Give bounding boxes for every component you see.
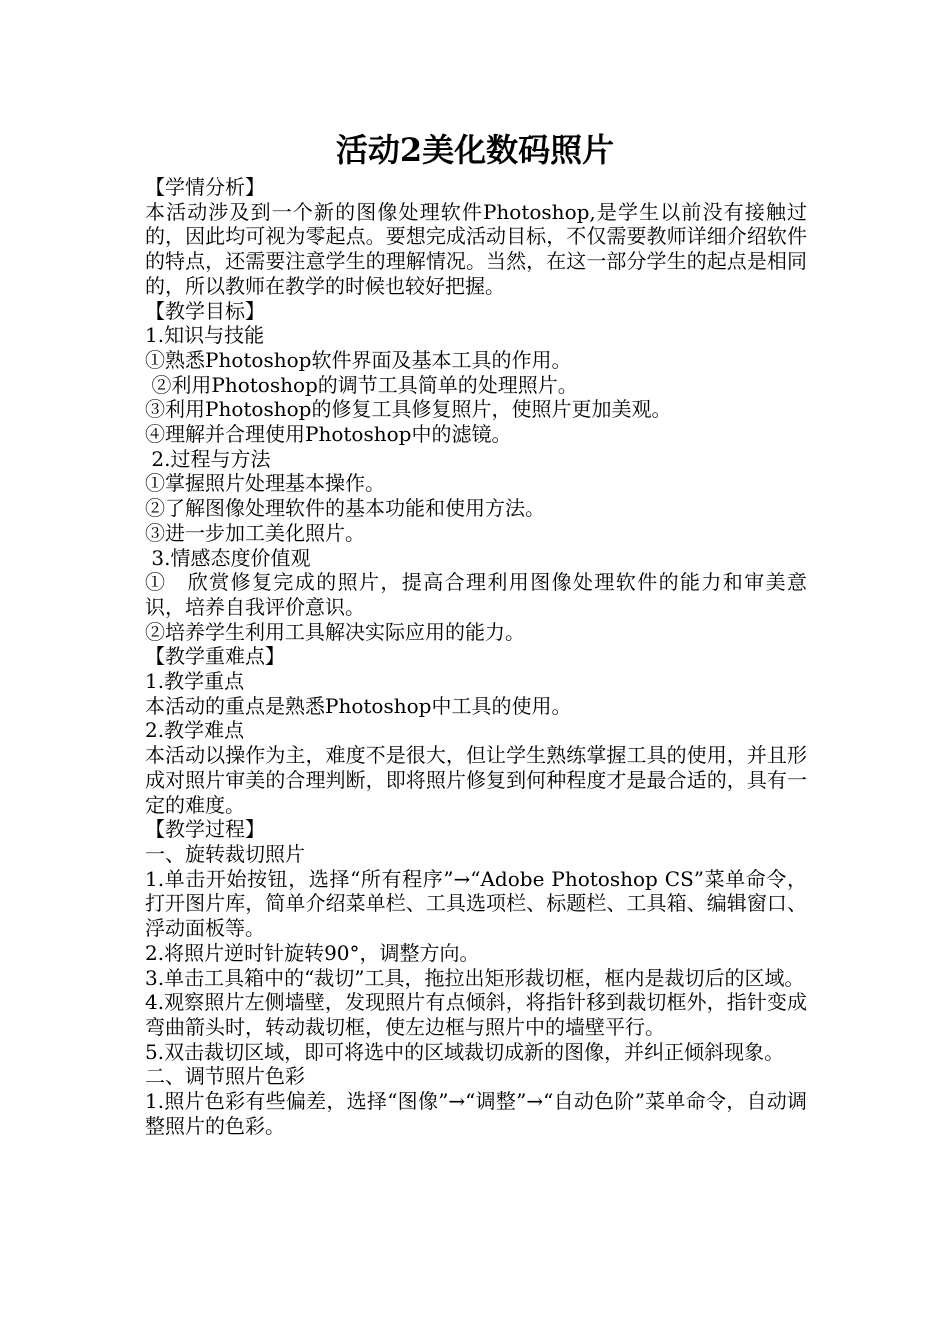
- subheading-process-methods: 2.过程与方法: [145, 446, 271, 471]
- document-body: [145, 175, 807, 1138]
- section-heading-analysis: 【学情分析】: [145, 175, 265, 199]
- list-item: ①熟悉Photoshop软件界面及基本工具的作用。: [145, 347, 572, 372]
- list-item: ④理解并合理使用Photoshop中的滤镜。: [145, 422, 512, 447]
- list-item: ②培养学生利用工具解决实际应用的能力。: [145, 619, 525, 644]
- step-item: 5.双击裁切区域，即可将选中的区域裁切成新的图像，并纠正倾斜现象。: [145, 1039, 785, 1064]
- paragraph-difficult-point: 本活动以操作为主，难度不是很大，但让学生熟练掌握工具的使用，并且形成对照片审美的合理判断，即将照片修复到何种程度才是最合适的，具有一定的难度。: [145, 743, 807, 817]
- step-item: 3.单击工具箱中的“裁切”工具，拖拉出矩形裁切框，框内是裁切后的区域。: [145, 965, 805, 990]
- step-item: 1.照片色彩有些偏差，选择“图像”→“调整”→“自动色阶”菜单命令，自动调整照片的色彩。: [145, 1089, 807, 1138]
- paragraph-key-point: 本活动的重点是熟悉Photoshop中工具的使用。: [145, 693, 572, 718]
- section-heading-goals: 【教学目标】: [145, 298, 265, 323]
- list-item: ②利用Photoshop的调节工具简单的处理照片。: [145, 372, 578, 397]
- list-item: ①掌握照片处理基本操作。: [145, 471, 385, 496]
- step-item: 2.将照片逆时针旋转90°，调整方向。: [145, 940, 480, 965]
- section-heading-key-difficult-points: 【教学重难点】: [145, 644, 285, 669]
- list-item-continuation: 识，培养自我评价意识。: [145, 594, 365, 619]
- paragraph-analysis: 本活动涉及到一个新的图像处理软件Photoshop,是学生以前没有接触过的，因此均可视为零起点。要想完成活动目标，不仅需要教师详细介绍软件的特点，还需要注意学生的理解情况。当然，在这一部分学生的起点是相同的，所以教师在教学的时候也较好把握。: [145, 199, 807, 298]
- subheading-knowledge-skills: 1.知识与技能: [145, 323, 265, 348]
- subheading-adjust-color: 二、调节照片色彩: [145, 1064, 305, 1089]
- document-title: 活动2美化数码照片: [335, 131, 615, 169]
- step-item: 4.观察照片左侧墙壁，发现照片有点倾斜，将指针移到裁切框外，指针变成弯曲箭头时，转动裁切框，使左边框与照片中的墙壁平行。: [145, 990, 807, 1039]
- subheading-rotate-crop: 一、旋转裁切照片: [145, 841, 305, 866]
- list-item: ① 欣赏修复完成的照片，提高合理利用图像处理软件的能力和审美意: [145, 570, 807, 595]
- list-item: ③进一步加工美化照片。: [145, 520, 365, 545]
- step-item: 1.单击开始按钮，选择“所有程序”→“Adobe Photoshop CS”菜单命令，打开图片库，简单介绍菜单栏、工具选项栏、标题栏、工具箱、编辑窗口、浮动面板等。: [145, 866, 807, 941]
- section-heading-process: 【教学过程】: [145, 817, 265, 842]
- subheading-difficult-point: 2.教学难点: [145, 718, 245, 743]
- subheading-attitude-values: 3.情感态度价值观: [145, 545, 311, 570]
- list-item: ②了解图像处理软件的基本功能和使用方法。: [145, 496, 545, 521]
- list-item: ③利用Photoshop的修复工具修复照片，使照片更加美观。: [145, 397, 672, 422]
- subheading-key-point: 1.教学重点: [145, 669, 245, 694]
